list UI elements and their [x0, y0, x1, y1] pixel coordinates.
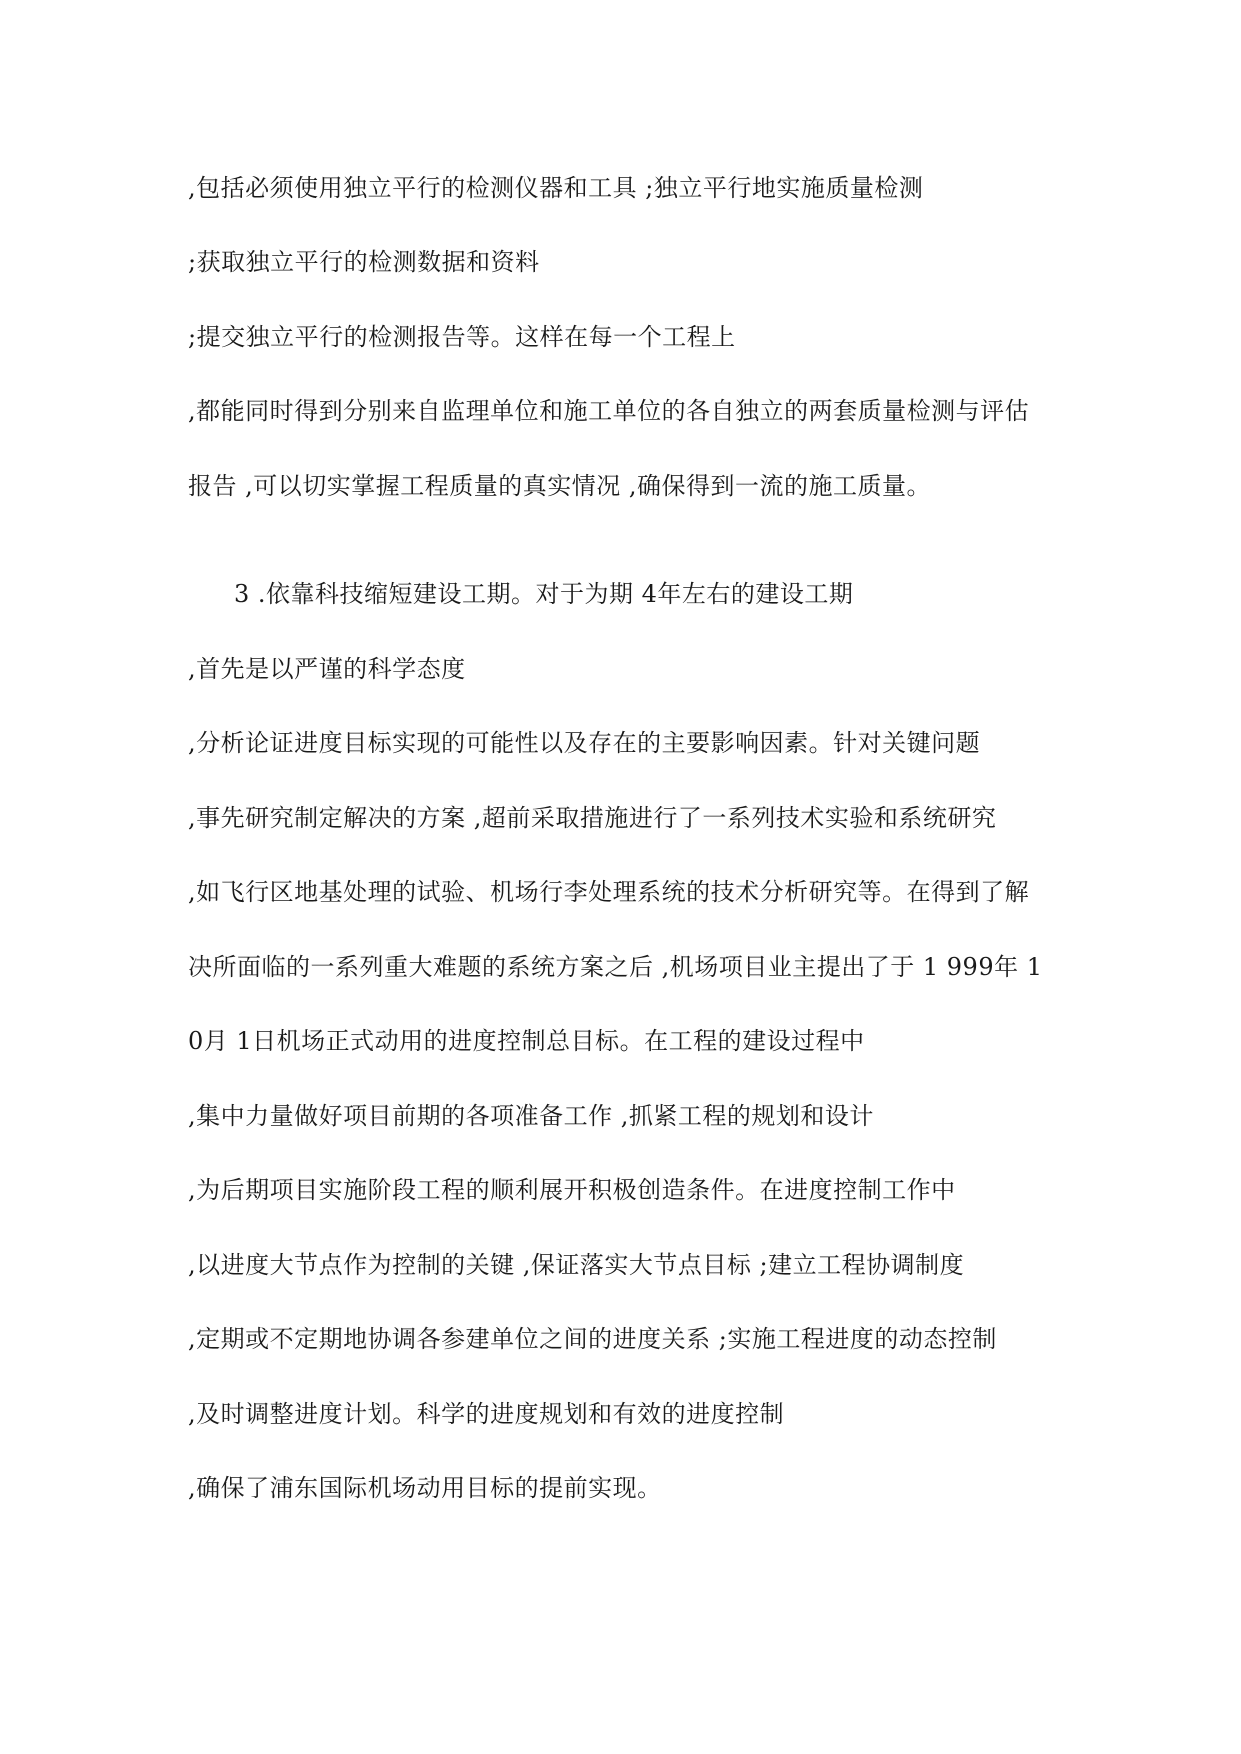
text-line: ;获取独立平行的检测数据和资料 [188, 248, 540, 276]
text-line: ,确保了浦东国际机场动用目标的提前实现。 [188, 1474, 662, 1502]
text-line: ,包括必须使用独立平行的检测仪器和工具 ;独立平行地实施质量检测 [188, 174, 924, 202]
text-line: 报告 ,可以切实掌握工程质量的真实情况 ,确保得到一流的施工质量。 [188, 472, 932, 500]
text-line: ,分析论证进度目标实现的可能性以及存在的主要影响因素。针对关键问题 [188, 729, 981, 757]
text-line: ,集中力量做好项目前期的各项准备工作 ,抓紧工程的规划和设计 [188, 1102, 874, 1130]
text-line: ;提交独立平行的检测报告等。这样在每一个工程上 [188, 323, 736, 351]
text-line: ,都能同时得到分别来自监理单位和施工单位的各自独立的两套质量检测与评估 [188, 397, 1030, 425]
text-line: ,如飞行区地基处理的试验、机场行李处理系统的技术分析研究等。在得到了解 [188, 878, 1030, 906]
text-line: ,为后期项目实施阶段工程的顺利展开积极创造条件。在进度控制工作中 [188, 1176, 956, 1204]
text-line: ,定期或不定期地协调各参建单位之间的进度关系 ;实施工程进度的动态控制 [188, 1325, 997, 1353]
paragraph-first-line: 3 .依靠科技缩短建设工期。对于为期 4年左右的建设工期 [234, 580, 854, 608]
text-line: 0月 1日机场正式动用的进度控制总目标。在工程的建设过程中 [188, 1027, 865, 1055]
text-line: ,首先是以严谨的科学态度 [188, 655, 466, 683]
text-line: 决所面临的一系列重大难题的系统方案之后 ,机场项目业主提出了于 1 999年 1 [188, 953, 1043, 981]
text-line: ,事先研究制定解决的方案 ,超前采取措施进行了一系列技术实验和系统研究 [188, 804, 997, 832]
text-line: ,以进度大节点作为控制的关键 ,保证落实大节点目标 ;建立工程协调制度 [188, 1251, 965, 1279]
text-line: ,及时调整进度计划。科学的进度规划和有效的进度控制 [188, 1400, 785, 1428]
